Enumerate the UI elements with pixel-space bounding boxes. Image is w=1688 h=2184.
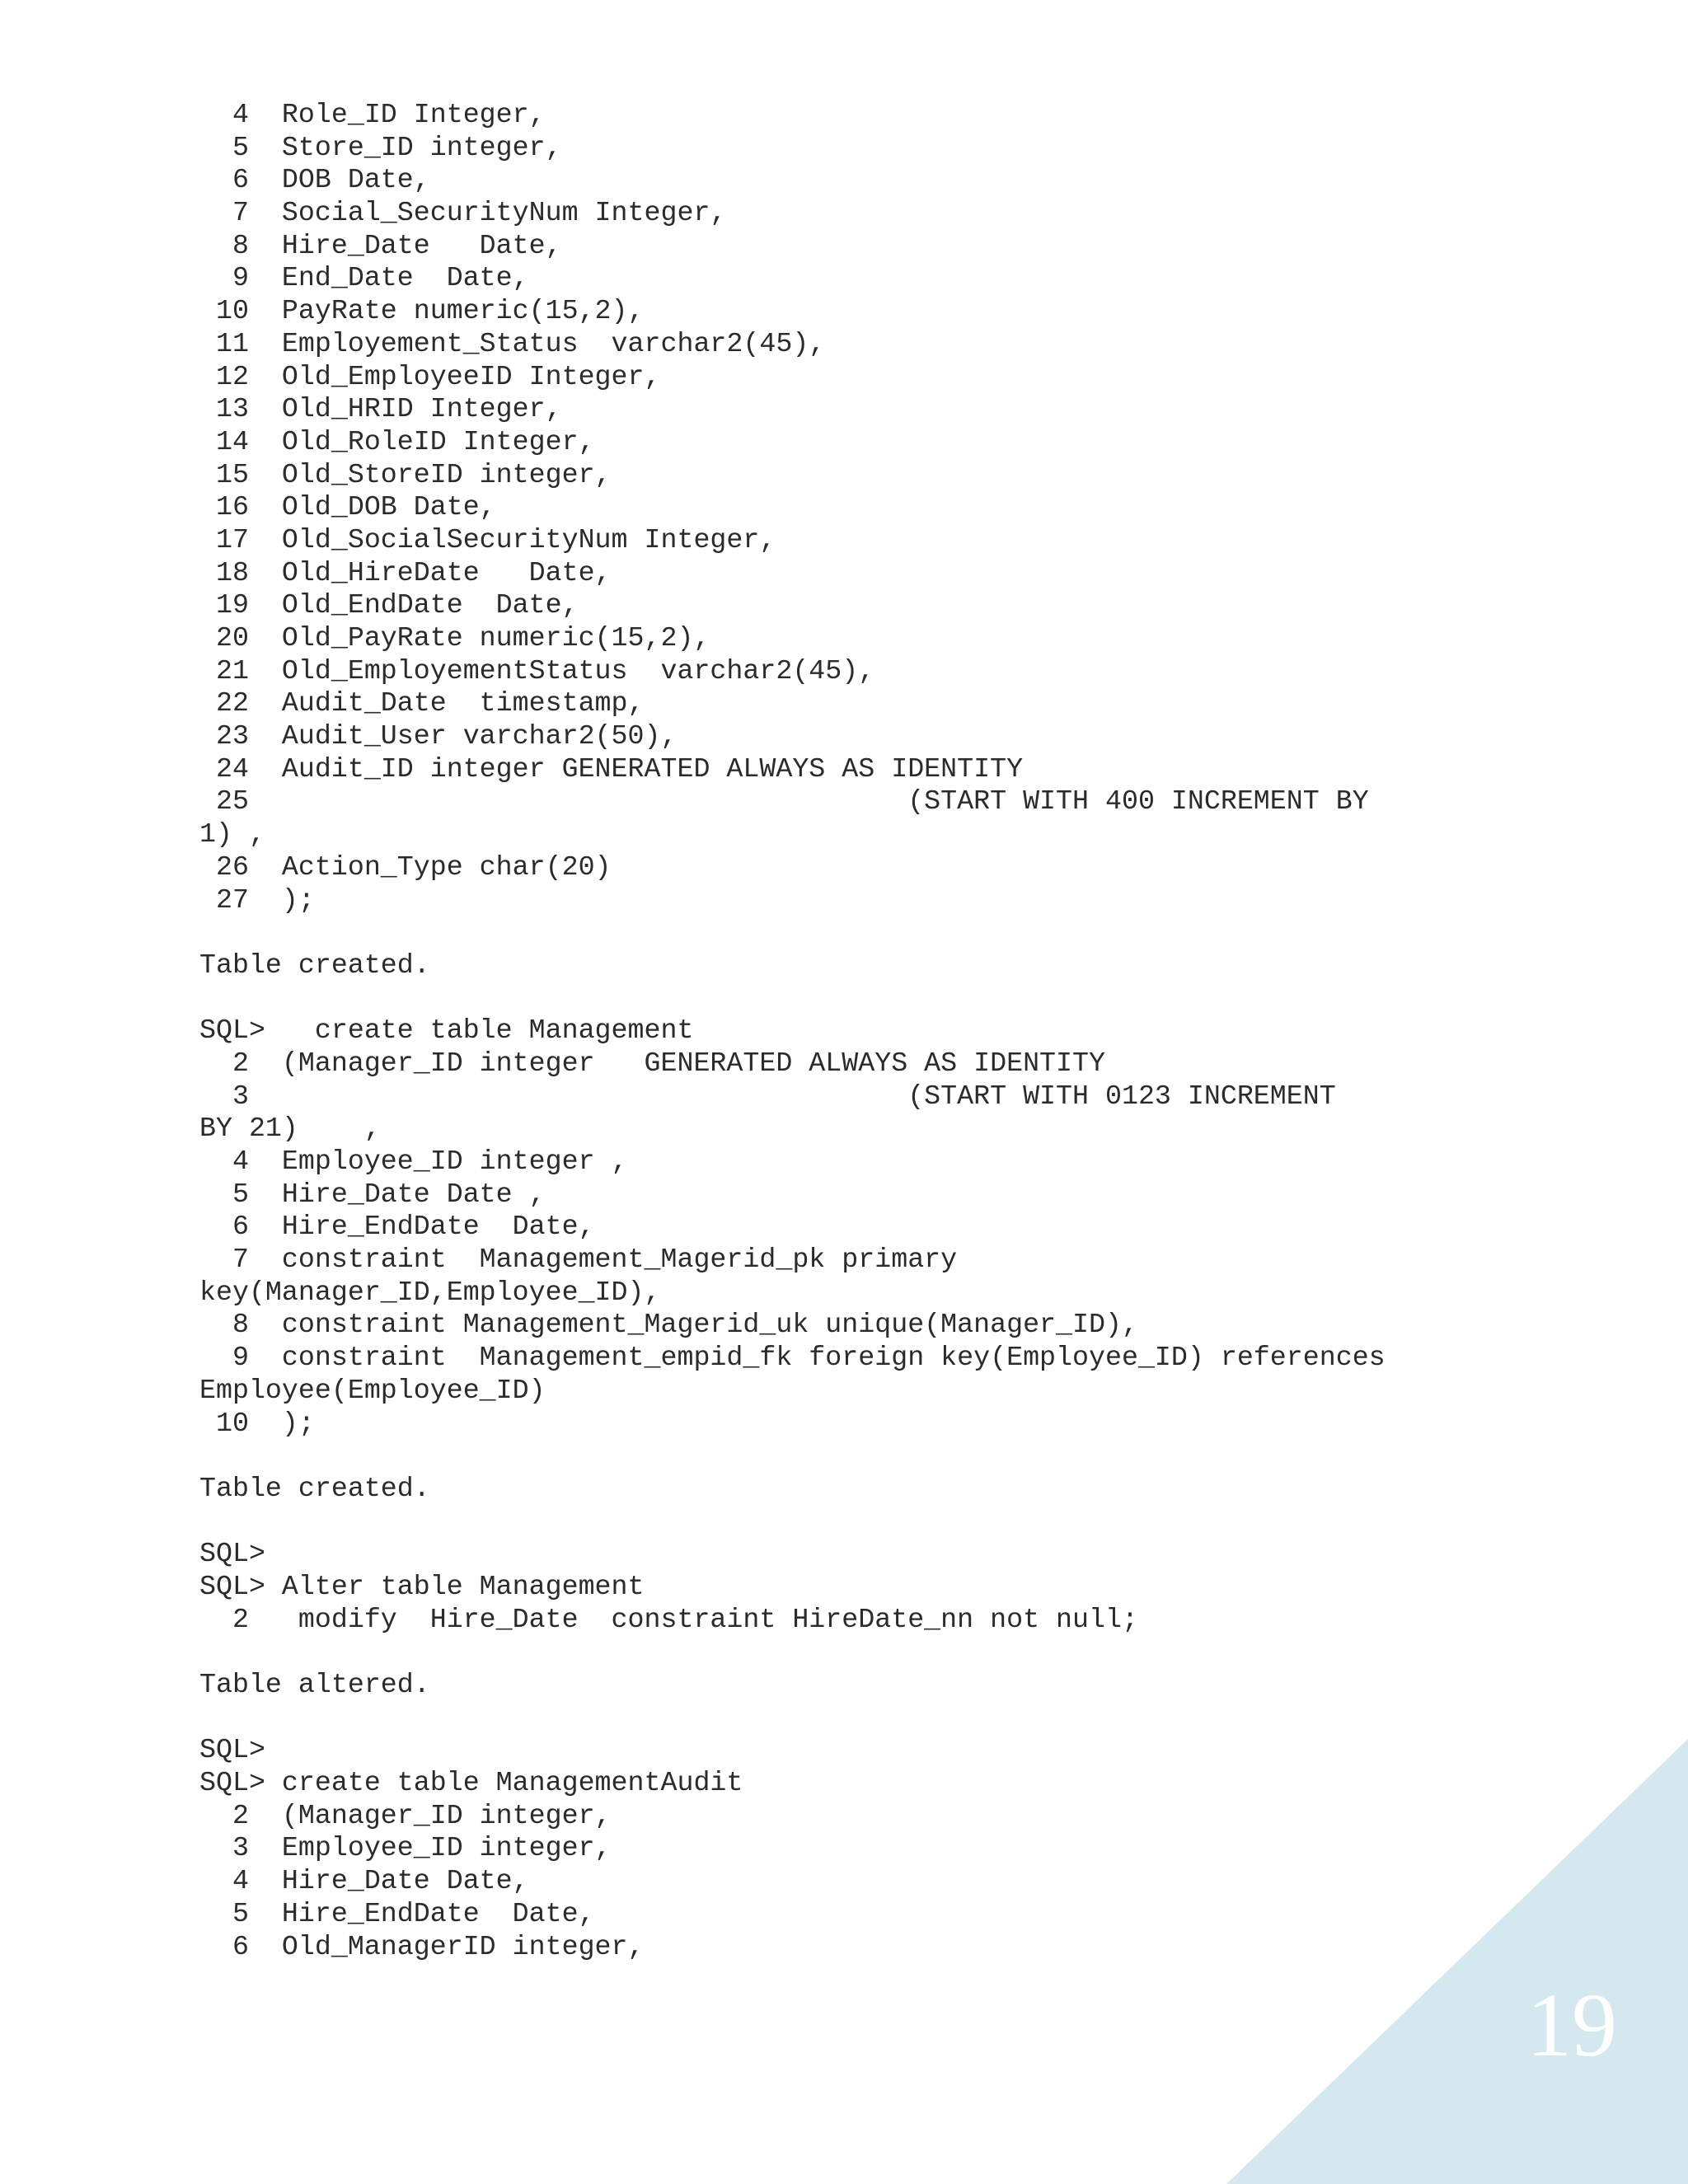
code-line: 9 End_Date Date, — [199, 262, 529, 294]
code-line: 6 Old_ManagerID integer, — [199, 1930, 645, 1962]
code-line: 10 ); — [199, 1407, 315, 1439]
code-line: 16 Old_DOB Date, — [199, 491, 496, 523]
code-line: 27 ); — [199, 883, 315, 916]
code-line: 20 Old_PayRate numeric(15,2), — [199, 622, 710, 654]
page-corner-decoration — [1226, 1739, 1688, 2184]
code-line: 3 (START WITH 0123 INCREMENT — [199, 1080, 1336, 1112]
code-line: 21 Old_EmployementStatus varchar2(45), — [199, 654, 875, 687]
code-line: SQL> create table Management — [199, 1015, 694, 1047]
code-line — [199, 916, 1601, 949]
code-line: SQL> — [199, 1734, 265, 1766]
code-line: 23 Audit_User varchar2(50), — [199, 720, 678, 752]
code-line: 4 Role_ID Integer, — [199, 99, 546, 130]
code-line: 2 modify Hire_Date constraint HireDate_nn not null; — [199, 1603, 1138, 1635]
code-line: Table created. — [199, 949, 430, 981]
code-line: 11 Employement_Status varchar2(45), — [199, 327, 826, 359]
code-line: 10 PayRate numeric(15,2), — [199, 295, 645, 327]
code-line: 2 (Manager_ID integer, — [199, 1799, 612, 1831]
code-line: 9 constraint Management_empid_fk foreign key(Employee_ID) references — [199, 1342, 1386, 1374]
code-line: 19 Old_EndDate Date, — [199, 589, 579, 621]
code-line — [199, 1702, 1601, 1735]
code-line: 18 Old_HireDate Date, — [199, 556, 612, 588]
code-line: 8 constraint Management_Magerid_uk unique(Manager_ID), — [199, 1309, 1138, 1341]
sql-code-listing — [199, 99, 1601, 1963]
code-line: 2 (Manager_ID integer GENERATED ALWAYS AS IDENTITY — [199, 1047, 1105, 1079]
code-line: Table created. — [199, 1472, 430, 1504]
code-line: 4 Employee_ID integer , — [199, 1146, 628, 1177]
code-line: 5 Store_ID integer, — [199, 131, 562, 163]
code-line: 7 constraint Management_Magerid_pk primary — [199, 1244, 958, 1276]
corner-triangle — [1226, 1739, 1688, 2184]
code-line: 7 Social_SecurityNum Integer, — [199, 197, 727, 229]
code-line: key(Manager_ID,Employee_ID), — [199, 1276, 661, 1308]
code-line: 13 Old_HRID Integer, — [199, 393, 562, 425]
code-line: 17 Old_SocialSecurityNum Integer, — [199, 523, 776, 555]
code-line: 25 (START WITH 400 INCREMENT BY — [199, 785, 1369, 818]
code-line: Employee(Employee_ID) — [199, 1374, 546, 1406]
code-line: 6 DOB Date, — [199, 164, 430, 196]
code-line: 22 Audit_Date timestamp, — [199, 687, 645, 719]
page-number: 19 — [1526, 1975, 1617, 2075]
code-line: 3 Employee_ID integer, — [199, 1832, 612, 1864]
code-line: BY 21) , — [199, 1113, 381, 1145]
code-line: 1) , — [199, 818, 265, 851]
code-line: 26 Action_Type char(20) — [199, 851, 612, 883]
code-line: SQL> — [199, 1538, 265, 1570]
code-line: 5 Hire_Date Date , — [199, 1178, 546, 1210]
code-line — [199, 982, 1601, 1015]
code-line: 24 Audit_ID integer GENERATED ALWAYS AS IDENTITY — [199, 752, 1024, 785]
code-line: SQL> create table ManagementAudit — [199, 1767, 743, 1799]
code-line: Table altered. — [199, 1669, 430, 1700]
code-line — [199, 1506, 1601, 1539]
code-line: 12 Old_EmployeeID Integer, — [199, 360, 661, 392]
code-line: 6 Hire_EndDate Date, — [199, 1211, 595, 1243]
code-line: SQL> Alter table Management — [199, 1570, 645, 1602]
code-line: 4 Hire_Date Date, — [199, 1865, 529, 1897]
code-line — [199, 1440, 1601, 1473]
code-line: 8 Hire_Date Date, — [199, 229, 562, 261]
code-line: 15 Old_StoreID integer, — [199, 458, 612, 490]
code-line: 5 Hire_EndDate Date, — [199, 1897, 595, 1929]
code-line: 14 Old_RoleID Integer, — [199, 425, 595, 457]
code-line — [199, 1636, 1601, 1669]
